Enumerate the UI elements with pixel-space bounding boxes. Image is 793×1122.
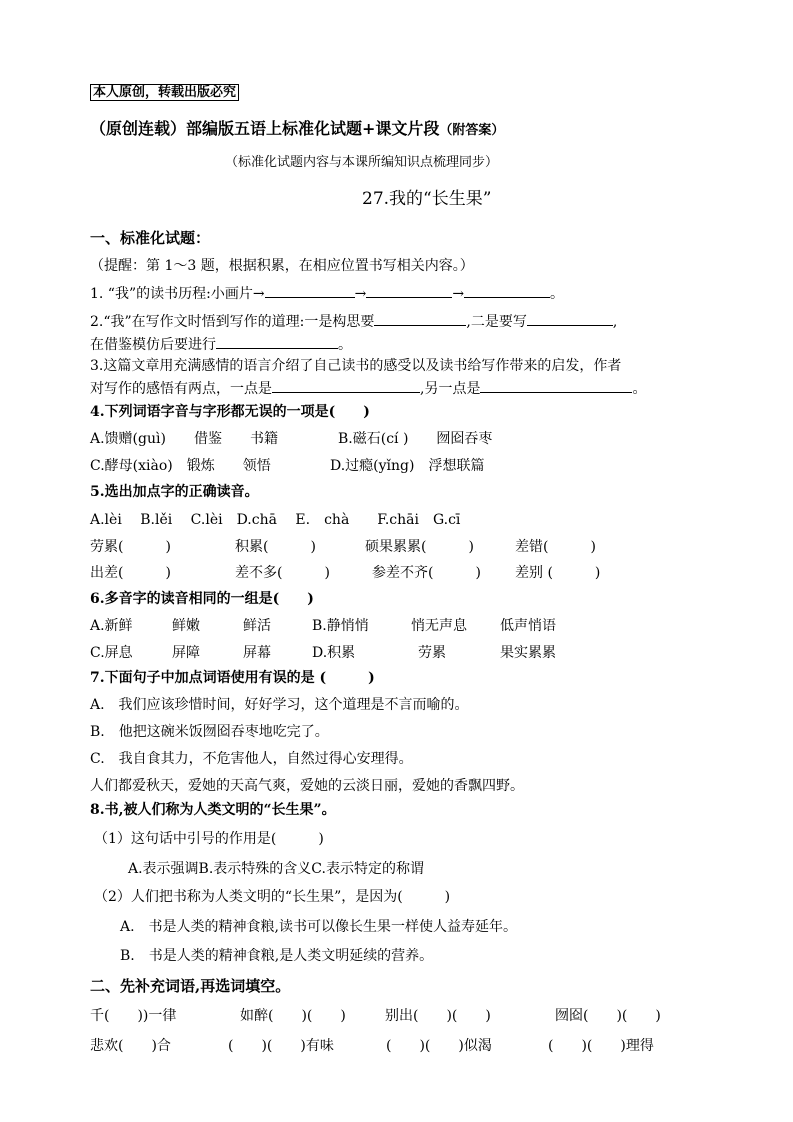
question-6-stem <box>90 589 314 609</box>
q2-blank-1[interactable] <box>374 311 466 326</box>
copyright-notice-text: 本人原创，转载出版必究 <box>90 84 239 101</box>
q6-b-2 <box>411 616 467 636</box>
question-2-line1 <box>90 311 617 332</box>
q5-item: 劳累( ) <box>90 539 171 555</box>
question-3-line2 <box>90 378 646 399</box>
tip-text: （提醒：第 1～3 题，根据积累，在相应位置书写相关内容。） <box>90 258 474 274</box>
p2-item: 悲欢( )合 <box>90 1038 171 1054</box>
q8-stem: 8.书,被人们称为人类文明的“长生果”。 <box>90 802 336 818</box>
q5-item: 差别 ( ) <box>515 565 601 581</box>
q3-a: 对写作的感悟有两点，一点是 <box>90 381 272 397</box>
question-5-row2 <box>90 563 171 583</box>
q6-a-1 <box>90 616 133 636</box>
p2-r1-2 <box>240 1006 346 1026</box>
title-suffix: （附答案） <box>439 123 505 138</box>
q3-b: ,另一点是 <box>420 381 481 397</box>
q8-sub2-b <box>120 946 433 966</box>
q1-arrow-2: → <box>452 286 465 302</box>
lesson-title-text: 27.我的“长生果” <box>362 189 492 209</box>
q7-a-text: A. 我们应该珍惜时间，好好学习，这个道理是不言而喻的。 <box>90 697 469 713</box>
question-4-stem <box>90 402 370 422</box>
question-5-row2-2 <box>235 563 330 583</box>
q6-d-3 <box>500 643 556 663</box>
p2-item: ( )( )似渴 <box>386 1038 492 1054</box>
q1-text: 1. “我”的读书历程:小画片→ <box>90 286 265 302</box>
q5-item: 积累( ) <box>235 539 316 555</box>
q7-c-text: C. 我自食其力，不危害他人，自然过得心安理得。 <box>90 751 413 767</box>
q6-c-1 <box>90 643 133 663</box>
q5-item: 差不多( ) <box>235 565 330 581</box>
q6-b-3 <box>500 616 556 636</box>
q7-b-text: B. 他把这碗米饭囫囵吞枣地吃完了。 <box>90 724 329 740</box>
q6-word: C.屏息 <box>90 645 133 661</box>
part2-heading <box>90 976 290 996</box>
q6-word: B.静悄悄 <box>312 618 369 634</box>
q2-blank-2[interactable] <box>527 311 613 326</box>
q3-blank-2[interactable] <box>480 378 632 393</box>
q1-blank-1[interactable] <box>265 283 355 298</box>
p2-item: 千( ))一律 <box>90 1008 177 1024</box>
q6-word: D.积累 <box>312 645 356 661</box>
p2-item: 囫囵( )( ) <box>555 1008 661 1024</box>
q8-sub1-options <box>128 859 424 879</box>
question-5-row1-2 <box>235 537 316 557</box>
q4-option-c: C.酵母(xiào) 锻炼 领悟 <box>90 458 271 474</box>
question-5-row2-3 <box>372 563 481 583</box>
p2-r1-4 <box>555 1006 661 1026</box>
q8-s2-text: （2）人们把书称为人类文明的“长生果”，是因为( ) <box>94 889 451 905</box>
part2-heading-text: 二、先补充词语,再选词填空。 <box>90 977 291 995</box>
q6-word: 劳累 <box>418 645 446 661</box>
question-3-line1 <box>90 356 621 376</box>
q8-s1-text: （1）这句话中引号的作用是( ) <box>94 831 324 847</box>
lesson-title <box>362 189 491 209</box>
q6-a-2 <box>172 616 200 636</box>
copyright-notice <box>90 82 239 103</box>
q8-sub1 <box>94 829 324 849</box>
q6-word: 低声悄语 <box>500 618 556 634</box>
question-4-row1 <box>90 429 278 449</box>
q5-item: 硕果累累( ) <box>365 539 474 555</box>
q7-option-d <box>90 776 524 796</box>
q8-s1-opts-text: A.表示强调B.表示特殊的含义C.表示特定的称谓 <box>128 861 424 877</box>
q3-line1: 3.这篇文章用充满感情的语言介绍了自己读书的感受以及读书给写作带来的启发，作者 <box>90 358 622 374</box>
q6-word: A.新鲜 <box>90 618 133 634</box>
q5-item: 参差不齐( ) <box>372 565 481 581</box>
q1-end: 。 <box>550 286 565 302</box>
q5-options-text: A.lèi B.lěi C.lèi D.chā E. chà F.chāi G.cī <box>90 512 461 528</box>
q6-word: 鲜活 <box>243 618 271 634</box>
q7-option-c <box>90 749 413 769</box>
p2-r2-3 <box>386 1036 492 1056</box>
p2-item: ( )( )理得 <box>548 1038 654 1054</box>
question-5-row2-4 <box>515 563 600 583</box>
part1-heading-text: 一、标准化试题： <box>90 229 211 247</box>
q6-stem: 6.多音字的读音相同的一组是( ) <box>90 591 314 607</box>
question-5-row1 <box>90 537 171 557</box>
p2-r2-4 <box>548 1036 654 1056</box>
q6-b-1 <box>312 616 369 636</box>
p2-item: ( )( )有味 <box>228 1038 334 1054</box>
q1-blank-2[interactable] <box>366 283 452 298</box>
p2-r2-1 <box>90 1036 171 1056</box>
question-7-stem <box>90 668 375 688</box>
q2-a: 2.“我”在写作文时悟到写作的道理:一是构思要 <box>90 314 375 330</box>
p2-r1-1 <box>90 1006 176 1026</box>
q4-option-a: A.馈赠(guì) 借鉴 书籍 <box>90 431 278 447</box>
question-4-row1b <box>338 429 492 449</box>
q2-end: 。 <box>338 337 352 353</box>
q5-item: 出差( ) <box>90 565 171 581</box>
q7-stem: 7.下面句子中加点词语使用有误的是 ( ) <box>90 670 375 686</box>
q5-item: 差错( ) <box>515 539 596 555</box>
q7-d-text: 人们都爱秋天，爱她的天高气爽，爱她的云淡日丽，爱她的香飘四野。 <box>90 778 524 794</box>
q4-option-d: D.过瘾(yǐng) 浮想联篇 <box>330 458 485 474</box>
q6-word: 鲜嫩 <box>172 618 200 634</box>
q6-word: 果实累累 <box>500 645 556 661</box>
question-5-row1-3 <box>365 537 474 557</box>
q6-a-3 <box>243 616 271 636</box>
question-2-line2 <box>90 334 352 355</box>
p2-r1-3 <box>385 1006 491 1026</box>
q2-c: , <box>612 314 618 330</box>
part1-heading <box>90 228 210 248</box>
question-1 <box>90 283 564 304</box>
q4-option-b: B.磁石(cí ) 囫囵吞枣 <box>338 431 493 447</box>
q8-sub2 <box>94 887 450 907</box>
q6-c-3 <box>243 643 271 663</box>
q8-sub2-a <box>120 917 517 937</box>
q2-b: ,二是要写 <box>466 314 527 330</box>
q2-line2: 在借鉴模仿后要进行 <box>90 337 216 353</box>
question-8-stem <box>90 800 336 820</box>
question-4-row2 <box>90 456 271 476</box>
q3-blank-1[interactable] <box>272 378 420 393</box>
tip-line <box>90 256 474 276</box>
q7-option-a <box>90 695 469 715</box>
question-4-row2b <box>330 456 484 476</box>
q5-stem: 5.选出加点字的正确读音。 <box>90 484 259 500</box>
q6-d-2 <box>418 643 446 663</box>
page-subtitle <box>225 153 498 173</box>
q6-word: 屏幕 <box>243 645 271 661</box>
q8-s2-b-text: B. 书是人类的精神食粮,是人类文明延续的营养。 <box>120 948 434 964</box>
q7-option-b <box>90 722 329 742</box>
page-title <box>90 119 504 141</box>
question-5-stem <box>90 482 259 502</box>
q2-blank-3[interactable] <box>216 334 338 349</box>
q1-arrow-1: → <box>354 286 367 302</box>
q3-end: 。 <box>632 381 647 397</box>
question-5-row1-4 <box>515 537 596 557</box>
p2-r2-2 <box>228 1036 334 1056</box>
q4-stem: 4.下列词语字音与字形都无误的一项是( ) <box>90 404 370 420</box>
title-main: （原创连载）部编版五语上标准化试题+课文片段 <box>90 119 440 138</box>
q6-c-2 <box>172 643 200 663</box>
p2-item: 别出( )( ) <box>385 1008 491 1024</box>
q1-blank-3[interactable] <box>464 283 550 298</box>
q6-word: 悄无声息 <box>411 618 467 634</box>
q6-d-1 <box>312 643 355 663</box>
question-5-options <box>90 510 460 530</box>
subtitle-text: （标准化试题内容与本课所编知识点梳理同步） <box>225 155 499 170</box>
p2-item: 如醉( )( ) <box>240 1008 346 1024</box>
q8-s2-a-text: A. 书是人类的精神食粮,读书可以像长生果一样使人益寿延年。 <box>120 919 518 935</box>
q6-word: 屏障 <box>172 645 200 661</box>
